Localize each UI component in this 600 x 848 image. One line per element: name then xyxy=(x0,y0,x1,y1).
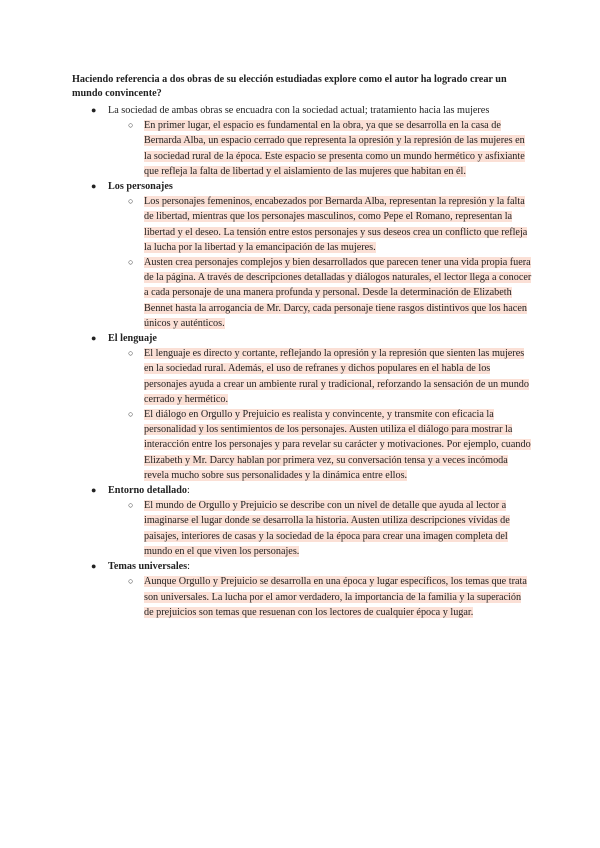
topic-item xyxy=(72,559,532,620)
topic-title: El lenguaje xyxy=(108,333,157,345)
highlighted-paragraph: En primer lugar, el espacio es fundamental en la obra, ya que se desarrolla en la casa de Bernarda Alba, un espacio cerrado que representa la opresión y la represión de las mujeres en la sociedad rural de la época. Este espacio se presenta como un mundo hermético y asfixiante que refleja la falta de libertad y el aislamiento de las mujeres que habitan en él. xyxy=(144,120,525,177)
highlighted-paragraph: El lenguaje es directo y cortante, reflejando la opresión y la represión que sienten las mujeres en la sociedad rural. Además, el uso de refranes y dichos populares en el habla de los personajes ayuda a crear un ambiente rural y tradicional, reforzando la sensación de un mundo cerrado y hermético. xyxy=(144,348,529,405)
sub-item xyxy=(108,407,532,483)
sub-item xyxy=(108,194,532,255)
topic-item xyxy=(72,103,532,179)
highlighted-paragraph: El diálogo en Orgullo y Prejuicio es realista y convincente, y transmite con eficacia la personalidad y los sentimientos de los personajes. Austen utiliza el diálogo para mostrar la interacción entre los personajes y para revelar su carácter y motivaciones. Por ejemplo, cuando Elizabeth y Mr. Darcy hablan por primera vez, su conversación tensa y a veces incómoda revela mucho sobre sus personalidades y la dinámica entre ellos. xyxy=(144,409,531,481)
topic-title-suffix: : xyxy=(187,561,190,573)
sub-item xyxy=(108,574,532,620)
topic-title-suffix: : xyxy=(186,485,190,497)
topic-title: Temas universales xyxy=(108,561,188,573)
sub-list xyxy=(108,574,532,620)
sub-list xyxy=(108,346,532,483)
hollow-bullet-icon: ○ xyxy=(128,120,134,131)
sub-item xyxy=(108,346,532,407)
filled-bullet-icon: ● xyxy=(91,333,97,344)
hollow-bullet-icon: ○ xyxy=(128,576,134,587)
hollow-bullet-icon: ○ xyxy=(128,196,134,207)
hollow-bullet-icon: ○ xyxy=(128,500,134,511)
document-heading: Haciendo referencia a dos obras de su elección estudiadas explore como el autor ha logrado crear un mundo convincente? xyxy=(72,74,507,99)
sub-list xyxy=(108,498,532,559)
topic-list xyxy=(72,103,532,620)
sub-item xyxy=(108,255,532,331)
filled-bullet-icon: ● xyxy=(91,105,97,115)
document-page xyxy=(72,73,532,620)
topic-title: Los personajes xyxy=(108,181,173,193)
filled-bullet-icon: ● xyxy=(91,561,97,572)
hollow-bullet-icon: ○ xyxy=(128,409,134,420)
topic-title: Entorno detallado xyxy=(108,485,187,497)
sub-list xyxy=(108,194,532,331)
highlighted-paragraph: Aunque Orgullo y Prejuicio se desarrolla en una época y lugar específicos, los temas que trata son universales. La lucha por el amor verdadero, la importancia de la familia y la superación de prejuicios son temas que resuenan con los lectores de cualquier época y lugar. xyxy=(144,576,527,618)
highlighted-paragraph: El mundo de Orgullo y Prejuicio se describe con un nivel de detalle que ayuda al lector a imaginarse el lugar donde se desarrolla la historia. Austen utiliza descripciones vívidas de paisajes, interiores de casas y la sociedad de la época para crear una imagen completa del mundo en el que viven los personajes. xyxy=(144,500,510,557)
topic-item xyxy=(72,483,532,559)
sub-list xyxy=(108,118,532,179)
highlighted-paragraph: Austen crea personajes complejos y bien desarrollados que parecen tener una vida propia fuera de la página. A través de descripciones detalladas y diálogos naturales, el lector llega a conocer a cada personaje de una manera profunda y personal. Desde la determinación de Elizabeth Bennet hasta la arrogancia de Mr. Darcy, cada personaje tiene rasgos distintivos que los hacen únicos y auténticos. xyxy=(144,257,532,329)
topic-item xyxy=(72,179,532,331)
filled-bullet-icon: ● xyxy=(91,181,97,192)
sub-item xyxy=(108,118,532,179)
hollow-bullet-icon: ○ xyxy=(128,257,134,268)
hollow-bullet-icon: ○ xyxy=(128,348,134,359)
topic-title: La sociedad de ambas obras se encuadra con la sociedad actual; tratamiento hacia las mujeres xyxy=(108,105,490,116)
highlighted-paragraph: Los personajes femeninos, encabezados por Bernarda Alba, representan la represión y la falta de libertad, mientras que los personajes masculinos, como Pepe el Romano, representan la libertad y el deseo. La tensión entre estos personajes y sus deseos crea un conflicto que refleja la lucha por la libertad y la emancipación de las mujeres. xyxy=(144,196,528,253)
filled-bullet-icon: ● xyxy=(91,485,97,496)
sub-item xyxy=(108,498,532,559)
topic-item xyxy=(72,331,532,483)
